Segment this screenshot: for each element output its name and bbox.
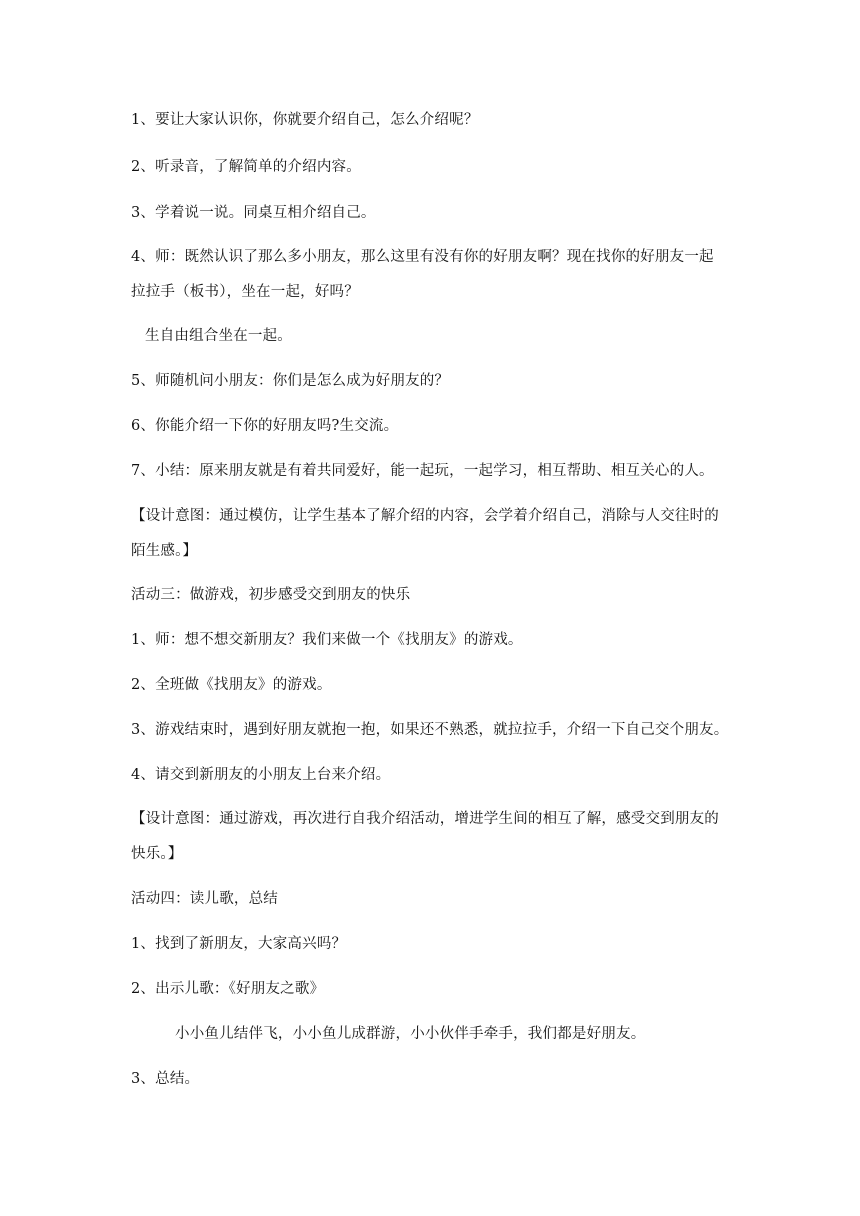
- line-design-intent-1-cont: 陌生感。】: [131, 543, 198, 559]
- line-summary-friends: 7、小结：原来朋友就是有着共同爱好，能一起玩，一起学习，相互帮助、相互关心的人。: [131, 463, 714, 479]
- line-find-friends-game: 1、师：想不想交新朋友？我们来做一个《找朋友》的游戏。: [131, 632, 523, 648]
- activity-three-heading: 活动三：做游戏，初步感受交到朋友的快乐: [131, 587, 411, 603]
- line-practice-speaking: 3、学着说一说。同桌互相介绍自己。: [131, 205, 376, 221]
- line-happy-question: 1、找到了新朋友，大家高兴吗？: [131, 936, 347, 952]
- line-show-song: 2、出示儿歌：《好朋友之歌》: [131, 981, 325, 997]
- activity-four-heading: 活动四：读儿歌，总结: [131, 891, 278, 907]
- line-introduce-friend: 6、你能介绍一下你的好朋友吗?生交流。: [131, 418, 399, 434]
- line-class-game: 2、全班做《找朋友》的游戏。: [131, 677, 332, 693]
- line-design-intent-2: 【设计意图：通过游戏，再次进行自我介绍活动，增进学生间的相互了解，感受交到朋友的: [131, 811, 719, 827]
- line-come-introduce: 4、请交到新朋友的小朋友上台来介绍。: [131, 767, 391, 783]
- line-game-end: 3、游戏结束时，遇到好朋友就抱一抱，如果还不熟悉，就拉拉手，介绍一下自己交个朋友。: [131, 722, 729, 738]
- line-listen-recording: 2、听录音，了解简单的介绍内容。: [131, 159, 361, 175]
- line-design-intent-2-cont: 快乐。】: [131, 846, 183, 862]
- line-conclusion: 3、总结。: [131, 1071, 200, 1087]
- song-lyrics: 小小鱼儿结伴飞，小小鱼儿成群游，小小伙伴手牵手，我们都是好朋友。: [175, 1026, 646, 1042]
- line-teacher-friends: 4、师：既然认识了那么多小朋友，那么这里有没有你的好朋友啊？现在找你的好朋友一起: [131, 249, 714, 265]
- line-intro-question: 1、要让大家认识你，你就要介绍自己，怎么介绍呢？: [131, 112, 479, 128]
- line-students-group: 生自由组合坐在一起。: [145, 328, 292, 344]
- line-how-friends: 5、师随机问小朋友：你们是怎么成为好朋友的？: [131, 373, 450, 389]
- line-design-intent-1: 【设计意图：通过模仿，让学生基本了解介绍的内容，会学着介绍自己，消除与人交往时的: [131, 508, 719, 524]
- line-hold-hands: 拉拉手（板书），坐在一起，好吗？: [131, 284, 359, 300]
